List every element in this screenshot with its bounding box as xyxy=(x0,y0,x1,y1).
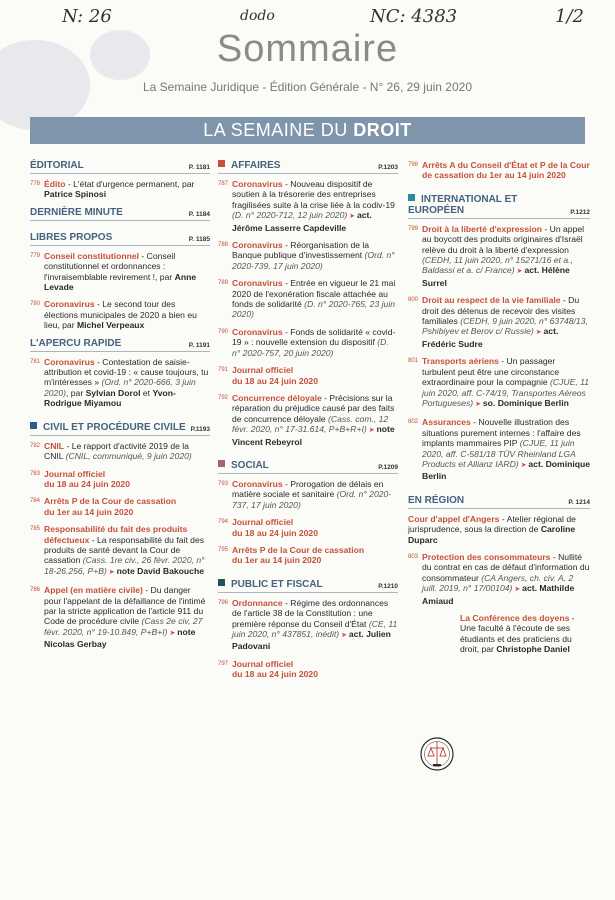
entry-number: 784 xyxy=(30,498,41,505)
entry-reference: (Ord. n° 2020-737, 17 juin 2020) xyxy=(232,489,392,510)
entry-keyword: Coronavirus xyxy=(232,240,283,251)
entry-body: - Conseil constitutionnel et ordonnances : l'invraisemblable revirement !, par xyxy=(44,250,176,282)
entry-780[interactable] xyxy=(30,299,210,330)
entry-text xyxy=(44,357,210,409)
entry-number: 779 xyxy=(30,252,41,259)
entry-body: - Nouveau dispositif de soutien à la trésorerie des entreprises fragilisées suite à la crise liée à la codiv-19 xyxy=(232,179,395,210)
entry-author: Caroline Duparc xyxy=(408,524,576,545)
entry-787[interactable] xyxy=(218,179,398,233)
entry-body: - L'état d'urgence permanent, par xyxy=(65,179,195,189)
entry-text xyxy=(44,179,210,200)
entry-dates: du 18 au 24 juin 2020 xyxy=(232,527,318,538)
entry-number: 795 xyxy=(218,546,229,553)
entry-798[interactable] xyxy=(408,160,590,181)
entry-number: 786 xyxy=(30,587,41,594)
entry-keyword: La Conférence des doyens xyxy=(460,613,570,623)
entry-number: 789 xyxy=(218,280,229,287)
entry-number: 787 xyxy=(218,181,229,187)
handwritten-page: 1/2 xyxy=(555,6,584,27)
section-square-icon xyxy=(218,579,225,586)
handwritten-code: NC: 4383 xyxy=(370,6,458,27)
entry-keyword: Concurrence déloyale xyxy=(232,392,322,403)
entry-keyword: Arrêts P de la Cour de cassation xyxy=(44,496,177,507)
section-label: INTERNATIONAL ET EUROPÉEN xyxy=(408,193,518,216)
section-name: L'APERCU RAPIDE xyxy=(30,337,122,349)
section-square-icon xyxy=(30,422,37,429)
entry-author: Yvon-Rodrigue Miyamou xyxy=(44,387,176,409)
entry-author: act. Julien Padovani xyxy=(232,629,391,652)
section-page: P. 1191 xyxy=(188,341,210,349)
entry-number: 780 xyxy=(30,301,41,308)
entry-dates: du 18 au 24 juin 2020 xyxy=(232,669,318,680)
section-international xyxy=(408,194,590,219)
entry-number: 798 xyxy=(408,162,419,168)
entry-author: so. Dominique Berlin xyxy=(482,397,569,408)
section-page: P.1210 xyxy=(378,582,398,590)
section-banner xyxy=(30,117,585,144)
entry-author: act. Frédéric Sudre xyxy=(422,326,559,349)
section-affaires xyxy=(218,160,398,174)
entry-text xyxy=(232,479,398,510)
entry-body: - Fonds de solidarité « covid-19 » : nouvelle extension du dispositif xyxy=(232,326,396,348)
entry-text xyxy=(44,441,210,462)
entry-781[interactable] xyxy=(30,357,210,409)
entry-author: act. Dominique Berlin xyxy=(422,458,591,482)
entry-text xyxy=(44,585,210,649)
entry-reference: (D. n° 2020-765, 23 juin 2020) xyxy=(232,299,396,320)
entry-number: 799 xyxy=(408,225,419,232)
entry-795[interactable] xyxy=(218,545,398,566)
page-subtitle: La Semaine Juridique - Édition Générale - N° 26, 29 juin 2020 xyxy=(143,80,472,94)
entry-keyword: Appel (en matière civile) xyxy=(44,585,143,596)
column-1 xyxy=(30,160,210,657)
section-page: P. 1185 xyxy=(188,235,210,243)
section-page: P. 1184 xyxy=(188,210,210,218)
entry-790[interactable] xyxy=(218,327,398,358)
entry-779[interactable] xyxy=(30,251,210,293)
conference-doyens-seal-icon xyxy=(420,730,454,778)
section-page: P.1203 xyxy=(378,164,398,171)
entry-author: note Nicolas Gerbay xyxy=(44,626,196,650)
entry-text xyxy=(232,393,398,447)
entry-reference: (Cass 2e civ, 27 févr. 2020, n° 19-10.849, P+B+I) xyxy=(44,616,203,637)
entry-dates: du 1er au 14 juin 2020 xyxy=(232,555,322,566)
entry-number: 801 xyxy=(408,358,419,365)
entry-text xyxy=(232,365,398,386)
banner-bold: DROIT xyxy=(353,120,412,140)
entry-number: 785 xyxy=(30,526,41,533)
entry-number: 792 xyxy=(218,394,229,401)
entry-text xyxy=(44,524,210,578)
entry-body: - Le second tour des élections municipales de 2020 a bien eu lieu, par xyxy=(44,299,197,331)
entry-keyword: Conseil constitutionnel xyxy=(44,250,140,261)
column-2 xyxy=(218,160,398,687)
entry-body: , par xyxy=(65,387,86,398)
section-name: ÉDITORIAL xyxy=(30,160,84,171)
entry-keyword: Protection des consommateurs xyxy=(422,551,551,562)
entry-text xyxy=(232,598,398,652)
entry-keyword: Coronavirus xyxy=(232,278,283,289)
section-label: PUBLIC ET FISCAL xyxy=(231,578,323,590)
entry-body: - Une faculté à l'écoute de ses étudiants et des praticiens du droit, par xyxy=(460,613,575,655)
entry-785[interactable] xyxy=(30,524,210,578)
entry-keyword: Ordonnance xyxy=(232,597,283,608)
handwritten-note: dodo xyxy=(240,8,275,24)
entry-text xyxy=(44,469,210,490)
page-title: Sommaire xyxy=(216,28,399,70)
entry-keyword: Responsabilité du fait des produits défectueux xyxy=(44,524,188,545)
entry-number: 790 xyxy=(218,328,229,335)
entry-body: - Atelier régional de jurisprudence, sous la direction de xyxy=(408,513,576,535)
entry-author: Christophe Daniel xyxy=(496,644,570,655)
section-name xyxy=(408,194,570,216)
entry-796[interactable] xyxy=(218,598,398,652)
entry-797[interactable] xyxy=(218,659,398,680)
entry-body: - Prorogation de délais en matière sociale et sanitaire xyxy=(232,478,384,500)
entry-text xyxy=(422,224,590,288)
entry-reference: (Cass. 1re civ., 26 févr. 2020, n° 18-26.256, P+B) xyxy=(44,555,205,576)
section-page: P. 1214 xyxy=(568,498,590,506)
entry-text xyxy=(232,659,398,680)
entry-text xyxy=(44,299,210,330)
entry-text xyxy=(422,417,590,481)
entry-text xyxy=(232,517,398,538)
entry-789[interactable] xyxy=(218,278,398,320)
arrow-icon: ➤ xyxy=(512,586,523,594)
entry-801[interactable] xyxy=(408,356,590,410)
arrow-icon: ➤ xyxy=(106,568,117,576)
entry-author: Anne Levade xyxy=(44,271,197,293)
section-name: DERNIÈRE MINUTE xyxy=(30,206,123,218)
section-derniere-minute xyxy=(30,207,210,221)
entry-body: - Du droit des détenus de recevoir des visites familiales xyxy=(422,295,580,327)
entry-author: Michel Verpeaux xyxy=(76,320,145,331)
arrow-icon: ➤ xyxy=(473,400,483,408)
entry-791[interactable] xyxy=(218,365,398,386)
entry-786[interactable] xyxy=(30,585,210,649)
entry-keyword: Droit au respect de la vie familiale xyxy=(422,295,561,306)
entry-reference: (D. n° 2020-712, 12 juin 2020) xyxy=(232,210,348,221)
section-square-icon xyxy=(408,194,415,201)
entry-author: Sylvian Dorol xyxy=(85,387,141,398)
arrow-icon: ➤ xyxy=(366,427,377,435)
section-en-region xyxy=(408,495,590,509)
entry-author: note Vincent Rebeyrol xyxy=(232,424,395,447)
entry-text xyxy=(422,295,590,349)
arrow-icon: ➤ xyxy=(518,461,529,469)
entry-793[interactable] xyxy=(218,479,398,510)
entry-author: act. Jérôme Lasserre Capdeville xyxy=(232,210,372,233)
entry-keyword: Coronavirus xyxy=(44,299,95,310)
arrow-icon: ➤ xyxy=(347,213,357,221)
entry-author: Patrice Spinosi xyxy=(44,189,107,200)
entry-number: 803 xyxy=(408,553,419,560)
section-page: P. 1181 xyxy=(188,164,210,171)
entry-778[interactable] xyxy=(30,179,210,200)
section-label: AFFAIRES xyxy=(231,160,281,171)
entry-keyword: Assurances xyxy=(422,417,471,428)
entry-reference: (Cass. com., 12 févr. 2020, n° 17-31.614, P+B+R+I) xyxy=(232,413,389,435)
entry-reference: (CE, 11 juin 2020, n° 437851, inédit) xyxy=(232,618,398,639)
entry-text xyxy=(408,514,590,545)
entry-783[interactable] xyxy=(30,469,210,490)
entry-number: 800 xyxy=(408,297,419,304)
entry-dates: du 1er au 14 juin 2020 xyxy=(44,506,134,517)
entry-794[interactable] xyxy=(218,517,398,538)
entry-text xyxy=(232,327,398,358)
entry-keyword: Journal officiel xyxy=(44,468,106,479)
section-page: P.1209 xyxy=(378,463,398,471)
entry-782[interactable] xyxy=(30,441,210,462)
entry-800[interactable] xyxy=(408,295,590,349)
entry-body: - Le rapport d'activité 2019 de la CNIL xyxy=(44,440,189,462)
entry-784[interactable] xyxy=(30,496,210,517)
section-page: P.1193 xyxy=(190,425,210,433)
entry-number: 796 xyxy=(218,599,229,606)
arrow-icon: ➤ xyxy=(339,632,349,639)
entry-conference[interactable] xyxy=(408,613,590,655)
entry-keyword: Droit à la liberté d'expression xyxy=(422,223,543,234)
section-page: P.1212 xyxy=(570,208,590,216)
entry-author: act. Hélène Surrel xyxy=(422,265,570,288)
entry-text xyxy=(232,240,398,271)
entry-text xyxy=(422,552,590,606)
section-social xyxy=(218,460,398,474)
section-editorial xyxy=(30,160,210,174)
column-3 xyxy=(408,160,590,662)
entry-cour-appel[interactable] xyxy=(408,514,590,545)
entry-author: note David Bakouche xyxy=(116,565,204,576)
entry-body: et xyxy=(140,387,153,398)
entry-reference: (CJUE, 11 juin 2020, aff. C-74/19, Transportes Aéreos Portugueses) xyxy=(422,377,590,408)
entry-dates: du 18 au 24 juin 2020 xyxy=(232,375,318,386)
section-civil xyxy=(30,422,210,436)
entry-text xyxy=(422,160,590,181)
entry-body: - Un appel au boycott des produits originaires d'Israël relève du droit à la liberté d'expression xyxy=(422,223,585,255)
entry-keyword: Coronavirus xyxy=(232,326,283,337)
section-libres-propos xyxy=(30,232,210,246)
entry-803[interactable] xyxy=(408,552,590,606)
section-name: EN RÉGION xyxy=(408,494,465,506)
entry-788[interactable] xyxy=(218,240,398,271)
section-name xyxy=(218,460,269,471)
entry-text xyxy=(232,278,398,320)
arrow-icon: ➤ xyxy=(167,629,178,637)
entry-reference: (CA Angers, ch. civ. A, 2 juill. 2019, n° 17/00104) xyxy=(422,572,574,594)
entry-body: - Nouvelle illustration des situations purement internes : l'affaire des implants mammaires PIP xyxy=(422,417,581,449)
entry-text xyxy=(44,496,210,517)
entry-text xyxy=(460,613,590,655)
entry-802[interactable] xyxy=(408,417,590,481)
entry-keyword: CNIL xyxy=(44,440,65,451)
entry-dates: du 18 au 24 juin 2020 xyxy=(44,478,130,489)
entry-keyword: Arrêts A du Conseil d'État et P de la Cour de cassation du 1er au 14 juin 2020 xyxy=(422,160,590,181)
arrow-icon: ➤ xyxy=(533,329,544,337)
entry-number: 778 xyxy=(30,181,41,187)
entry-text xyxy=(232,179,398,233)
entry-number: 781 xyxy=(30,358,41,365)
entry-author: act. Mathilde Amiaud xyxy=(422,583,575,606)
entry-body: - La responsabilité du fait des produits de santé devant la Cour de cassation xyxy=(44,534,205,566)
section-label: CIVIL ET PROCÉDURE CIVILE xyxy=(43,421,186,433)
entry-keyword: Journal officiel xyxy=(232,517,294,528)
entry-body: - Contestation de saisie-attribution et covid-19 : « cause toujours, tu m'intéresses » xyxy=(44,356,209,388)
entry-body: - Un passager turbulent peut être une circonstance extraordinaire pour la compagnie xyxy=(422,356,560,388)
entry-keyword: Coronavirus xyxy=(232,478,283,489)
entry-799[interactable] xyxy=(408,224,590,288)
entry-reference: (CEDH, 9 juin 2020, n° 63748/13, Pshibiyev et Berov c/ Russie) xyxy=(422,316,588,337)
section-name xyxy=(30,422,186,433)
entry-number: 783 xyxy=(30,470,41,477)
entry-reference: (D. n° 2020-757, 20 juin 2020) xyxy=(232,337,389,358)
entry-number: 794 xyxy=(218,519,229,526)
entry-number: 791 xyxy=(218,367,229,374)
entry-body: - Nullité du contrat en cas de défaut d'information du consommateur xyxy=(422,551,590,583)
entry-keyword: Cour d'appel d'Angers xyxy=(408,513,500,524)
entry-body: - Réorganisation de la Banque publique d'investissement xyxy=(232,240,370,261)
section-label: SOCIAL xyxy=(231,459,269,471)
entry-reference: (CEDH, 11 juin 2020, n° 15271/16 et a., Baldassi et a. c/ France) xyxy=(422,255,573,276)
entry-text xyxy=(44,251,210,293)
entry-keyword: Journal officiel xyxy=(232,365,294,376)
entry-reference: (CJUE, 11 juin 2020, aff. C-581/18 TÜV Rheinland LGA Products et Allianz IARD) xyxy=(422,438,576,469)
entry-keyword: Journal officiel xyxy=(232,658,294,669)
entry-792[interactable] xyxy=(218,393,398,447)
entry-text xyxy=(232,545,398,566)
entry-number: 797 xyxy=(218,660,229,667)
entry-keyword: Édito xyxy=(44,179,66,189)
entry-reference: (Ord. n° 2020-666, 3 juin 2020) xyxy=(44,377,196,398)
entry-keyword: Transports aériens xyxy=(422,356,499,367)
banner-text: LA SEMAINE DU xyxy=(203,120,348,140)
section-square-icon xyxy=(218,160,225,167)
section-apercu-rapide xyxy=(30,338,210,352)
entry-body: - Entrée en vigueur le 21 mai 2020 de l'exonération fiscale attachée au fonds de solidarité xyxy=(232,278,396,310)
section-name xyxy=(218,160,280,171)
entry-keyword: Arrêts P de la Cour de cassation xyxy=(232,544,365,555)
section-name xyxy=(218,579,323,590)
entry-keyword: Coronavirus xyxy=(232,179,283,189)
entry-text xyxy=(422,356,590,410)
entry-body: - Précisions sur la réparation du préjudice causé par des faits de concurrence déloyale xyxy=(232,392,395,424)
entry-body: - Du danger pour l'appelant de la défaillance de l'intimé par la stricte application de l'article 911 du Code de procédure civile xyxy=(44,585,206,627)
entry-number: 802 xyxy=(408,419,419,426)
handwritten-issue: N: 26 xyxy=(62,6,112,27)
section-square-icon xyxy=(218,460,225,467)
entry-number: 793 xyxy=(218,480,229,487)
entry-keyword: Coronavirus xyxy=(44,356,95,367)
entry-number: 782 xyxy=(30,442,41,449)
entry-reference: (Ord. n° 2020-739, 17 juin 2020) xyxy=(232,250,395,271)
entry-reference: (CNIL, communiqué, 9 juin 2020) xyxy=(65,451,192,462)
arrow-icon: ➤ xyxy=(514,268,525,276)
entry-body: - Régime des ordonnances de l'article 38 de la Constitution : une première réponse du Conseil d'État xyxy=(232,597,389,629)
section-public-fiscal xyxy=(218,579,398,593)
entry-number: 788 xyxy=(218,242,229,249)
section-name: LIBRES PROPOS xyxy=(30,231,113,243)
